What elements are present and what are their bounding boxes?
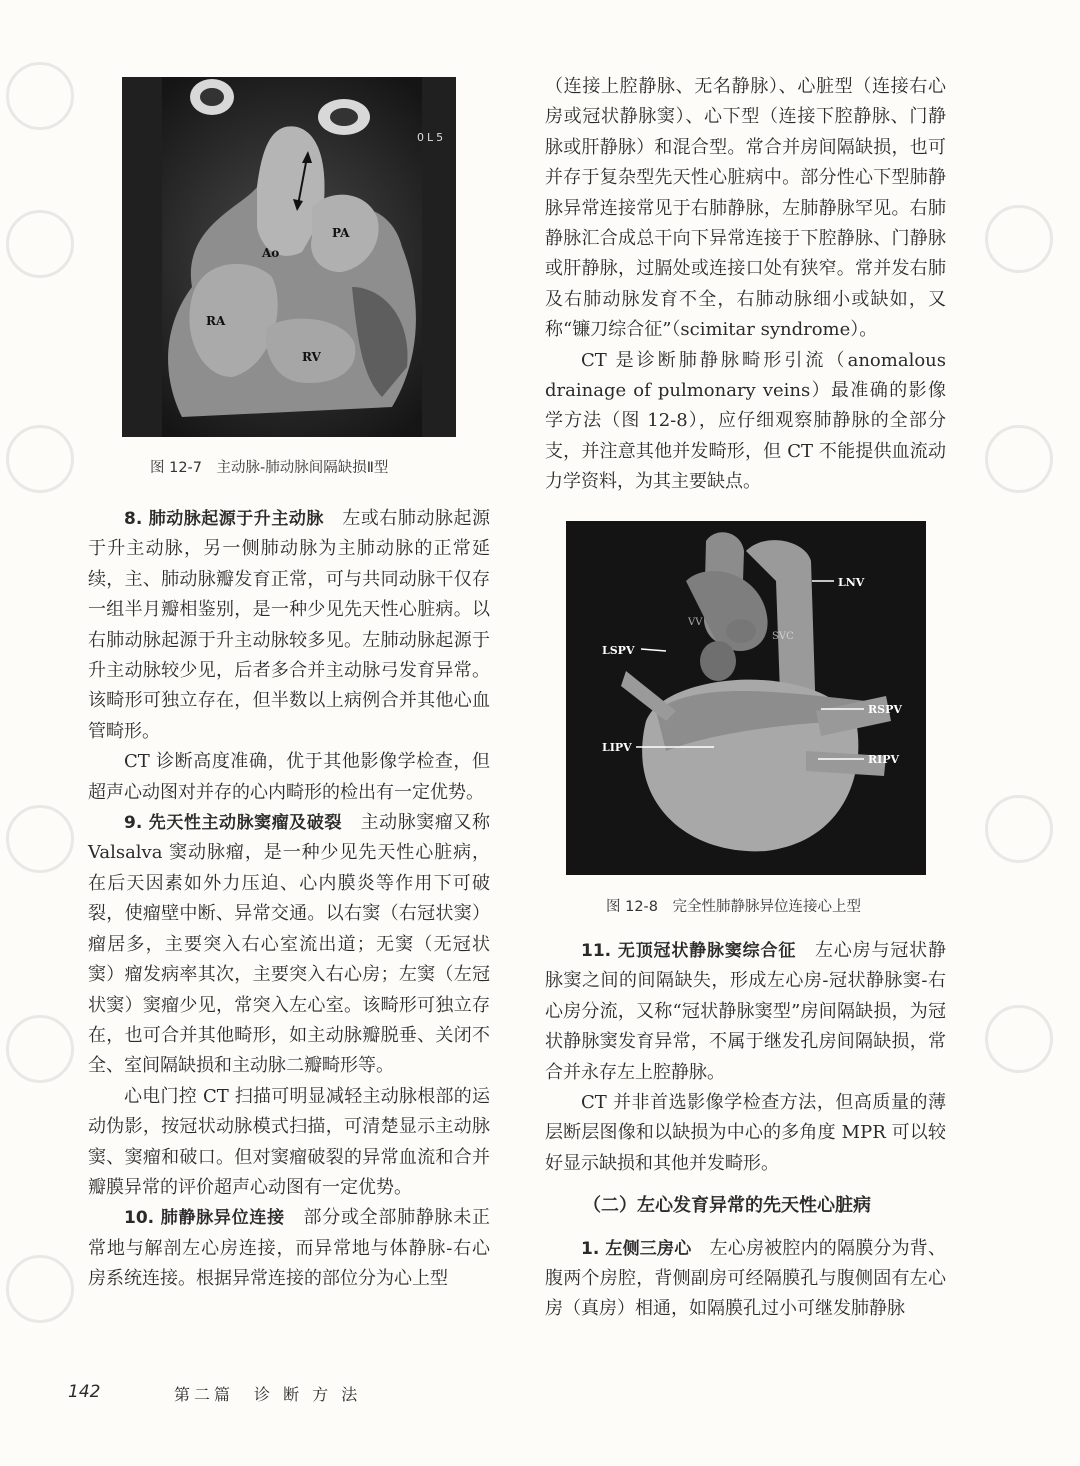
section-body-11: 左心房与冠状静脉窦之间的间隔缺失，形成左心房-冠状静脉窦-右心房分流，又称“冠状静脉窦型”房间隔缺损，为冠状静脉窦发育异常，不属于继发孔房间隔缺损，常合并永存左上腔静脉。: [545, 940, 946, 1083]
section-heading-9: 9. 先天性主动脉窦瘤及破裂: [124, 813, 343, 834]
section-heading-11: 11. 无顶冠状静脉窦综合征: [581, 941, 797, 961]
paragraph: （连接上腔静脉、无名静脉）、心脏型（连接右心房或冠状静脉窦）、心下型（连接下腔静脉、门静脉或肝静脉）和混合型。常合并房间隔缺损，也可并存于复杂型先天性心脏病中。部分性心下型肺静脉异常连接常见于右肺静脉，左肺静脉罕见。右肺静脉汇合成总干向下异常连接于下腔静脉、门静脉或肝静脉，过膈处或连接口处有狭窄。常并发右肺及右肺动脉发育不全，右肺动脉细小或缺如，又称“镰刀综合征”（scimitar syndrome）。: [545, 76, 946, 341]
section-heading-1: 1. 左侧三房心: [581, 1238, 692, 1259]
paragraph-section-8: [88, 504, 490, 747]
figure-3d-pulmonary-veins: [566, 521, 926, 875]
seal-icon: [985, 1005, 1053, 1073]
vr-label-lipv: LIPV: [602, 741, 632, 754]
vr-label-rspv: RSPV: [868, 703, 902, 716]
section-heading-10: 10. 肺静脉异位连接: [124, 1208, 285, 1229]
seal-icon: [6, 425, 74, 493]
vr-image: [566, 521, 926, 875]
figure-caption-12-8: 图 12-8 完全性肺静脉异位连接心上型: [606, 899, 862, 915]
vr-label-svc: SVC: [772, 631, 794, 642]
figure-ct-aortopulmonary-window: [122, 77, 456, 437]
paragraph: CT 诊断高度准确，优于其他影像学检查，但超声心动图对并存的心内畸形的检出有一定优势。: [88, 751, 490, 803]
right-column-bottom: [545, 936, 946, 1325]
ct-label-rv: RV: [302, 350, 321, 364]
seal-icon: [6, 62, 74, 130]
left-column: [88, 504, 490, 1295]
paragraph-section-11: [545, 936, 946, 1088]
paragraph-section-10: [88, 1203, 490, 1294]
running-footer: 第二篇 诊 断 方 法: [174, 1385, 362, 1404]
page-number: 142: [68, 1382, 101, 1402]
seal-icon: [985, 425, 1053, 493]
seal-icon: [985, 205, 1053, 273]
vr-label-lspv: LSPV: [602, 644, 635, 657]
paragraph-section-1: [545, 1234, 946, 1325]
paragraph: CT 是诊断肺静脉畸形引流（anomalous drainage of pulmonary veins）最准确的影像学方法（图 12-8），应仔细观察肺静脉的全部分支，并注意其他并发畸形，但 CT 不能提供血流动力学资料，为其主要缺点。: [545, 349, 946, 493]
paragraph-section-9: [88, 808, 490, 1082]
right-column-top: [545, 72, 946, 498]
section-heading-8: 8. 肺动脉起源于升主动脉: [124, 509, 324, 529]
paragraph: CT 并非首选影像学检查方法，但高质量的薄层断层图像和以缺损为中心的多角度 MPR 可以较好显示缺损和其他并发畸形。: [545, 1092, 946, 1174]
ct-label-ol: 0L5: [417, 131, 447, 144]
ct-label-pa: PA: [332, 226, 350, 240]
seal-icon: [6, 210, 74, 278]
seal-icon: [6, 1015, 74, 1083]
seal-icon: [6, 805, 74, 873]
paragraph: 心电门控 CT 扫描可明显减轻主动脉根部的运动伪影，按冠状动脉模式扫描，可清楚显示主动脉窦、窦瘤和破口。但对窦瘤破裂的异常血流和合并瓣膜异常的评价超声心动图有一定优势。: [88, 1085, 490, 1198]
vr-label-ripv: RIPV: [868, 753, 900, 766]
vr-label-lnv: LNV: [838, 576, 865, 589]
subsection-heading: （二）左心发育异常的先天性心脏病: [583, 1195, 871, 1217]
section-body-1: 左心房被腔内的隔膜分为背、腹两个房腔，背侧副房可经隔膜孔与腹侧固有左心房（真房）相通，如隔膜孔过小可继发肺静脉: [545, 1237, 946, 1320]
ct-image: [122, 77, 456, 437]
section-body-9: 主动脉窦瘤又称 Valsalva 窦动脉瘤，是一种少见先天性心脏病，在后天因素如外力压迫、心内膜炎等作用下可破裂，使瘤壁中断、异常交通。以右窦（右冠状窦）瘤居多，主要突入右心室流出道；无窦（无冠状窦）瘤发病率其次，主要突入右心房；左窦（左冠状窦）窦瘤少见，常突入左心室。该畸形可独立存在，也可合并其他畸形，如主动脉瓣脱垂、关闭不全、室间隔缺损和主动脉二瓣畸形等。: [88, 812, 490, 1077]
seal-icon: [985, 795, 1053, 863]
figure-caption-12-7: 图 12-7 主动脉-肺动脉间隔缺损Ⅱ型: [150, 460, 389, 476]
ct-label-ao: Ao: [262, 246, 280, 260]
vr-label-vv: VV: [688, 617, 703, 628]
seal-icon: [6, 1255, 74, 1323]
ct-label-ra: RA: [206, 314, 226, 328]
section-body-8: 左或右肺动脉起源于升主动脉，另一侧肺动脉为主肺动脉的正常延续，主、肺动脉瓣发育正常，可与共同动脉干仅存一组半月瓣相鉴别，是一种少见先天性心脏病。以右肺动脉起源于升主动脉较多见。左肺动脉起源于升主动脉较少见，后者多合并主动脉弓发育异常。该畸形可独立存在，但半数以上病例合并其他心血管畸形。: [88, 508, 490, 742]
section-body-10: 部分或全部肺静脉未正常地与解剖左心房连接，而异常地与体静脉-右心房系统连接。根据异常连接的部位分为心上型: [88, 1207, 490, 1290]
